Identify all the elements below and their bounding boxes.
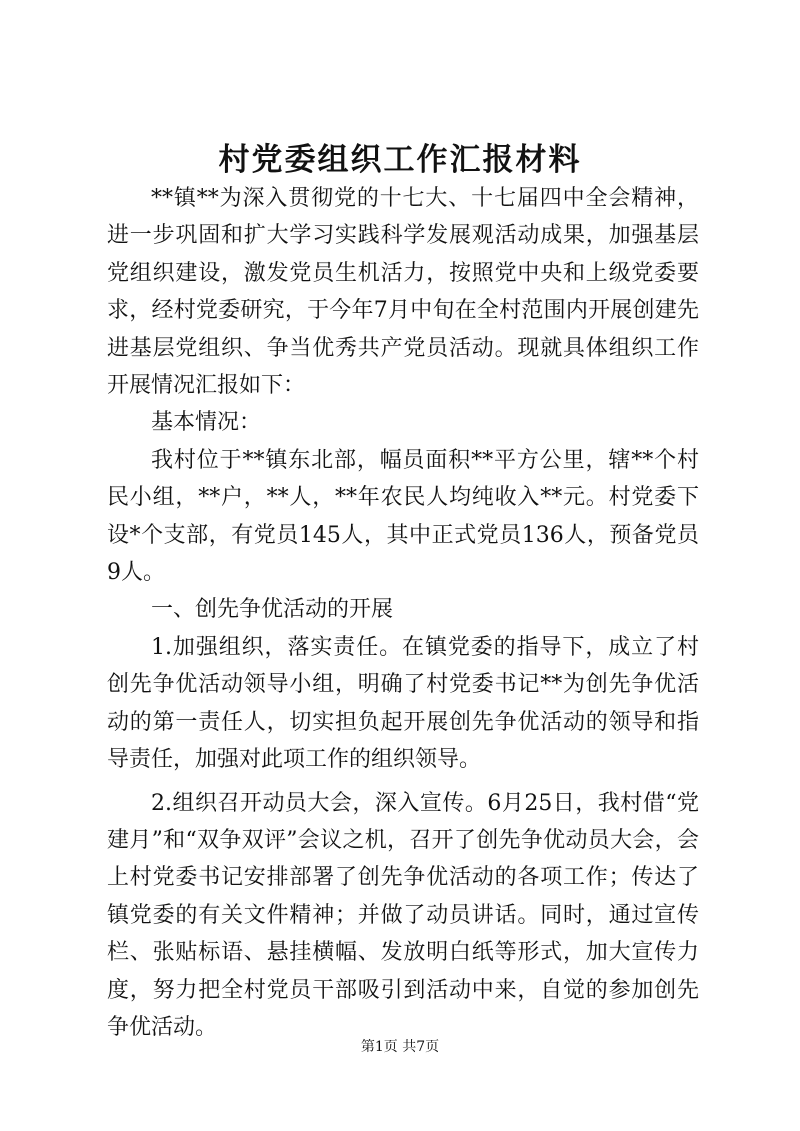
- item-one-paragraph: 1.加强组织，落实责任。在镇党委的指导下，成立了村创先争优活动领导小组，明确了村党委书记**为创先争优活动的第一责任人，切实担负起开展创先争优活动的领导和指导责任，加强对此项工作的组织领导。: [107, 634, 699, 773]
- item-two-paragraph: 2.组织召开动员大会，深入宣传。6月25日，我村借“党建月”和“双争双评”会议之机，召开了创先争优动员大会，会上村党委书记安排部署了创先争优活动的各项工作；传达了镇党委的有关文件精神；并做了动员讲话。同时，通过宣传栏、张贴标语、悬挂横幅、发放明白纸等形式，加大宣传力度，努力把全村党员干部吸引到活动中来，自觉的参加创先争优活动。: [107, 790, 699, 1040]
- intro-paragraph: **镇**为深入贯彻党的十七大、十七届四中全会精神，进一步巩固和扩大学习实践科学发展观活动成果，加强基层党组织建设，激发党员生机活力，按照党中央和上级党委要求，经村党委研究，于今年7月中旬在全村范围内开展创建先进基层党组织、争当优秀共产党员活动。现就具体组织工作开展情况汇报如下：: [107, 186, 699, 399]
- section-one-heading: 一、创先争优活动的开展: [151, 597, 394, 623]
- document-body: [107, 180, 699, 1046]
- basic-info-paragraph: 我村位于**镇东北部，幅员面积**平方公里，辖**个村民小组，**户，**人，**年农民人均纯收入**元。村党委下设*个支部，有党员145人，其中正式党员136人，预备党员9人。: [107, 447, 699, 586]
- basic-info-heading: 基本情况：: [151, 410, 262, 436]
- document-title: 村党委组织工作汇报材料: [218, 142, 582, 178]
- page-footer: 第1页 共7页: [360, 1039, 440, 1055]
